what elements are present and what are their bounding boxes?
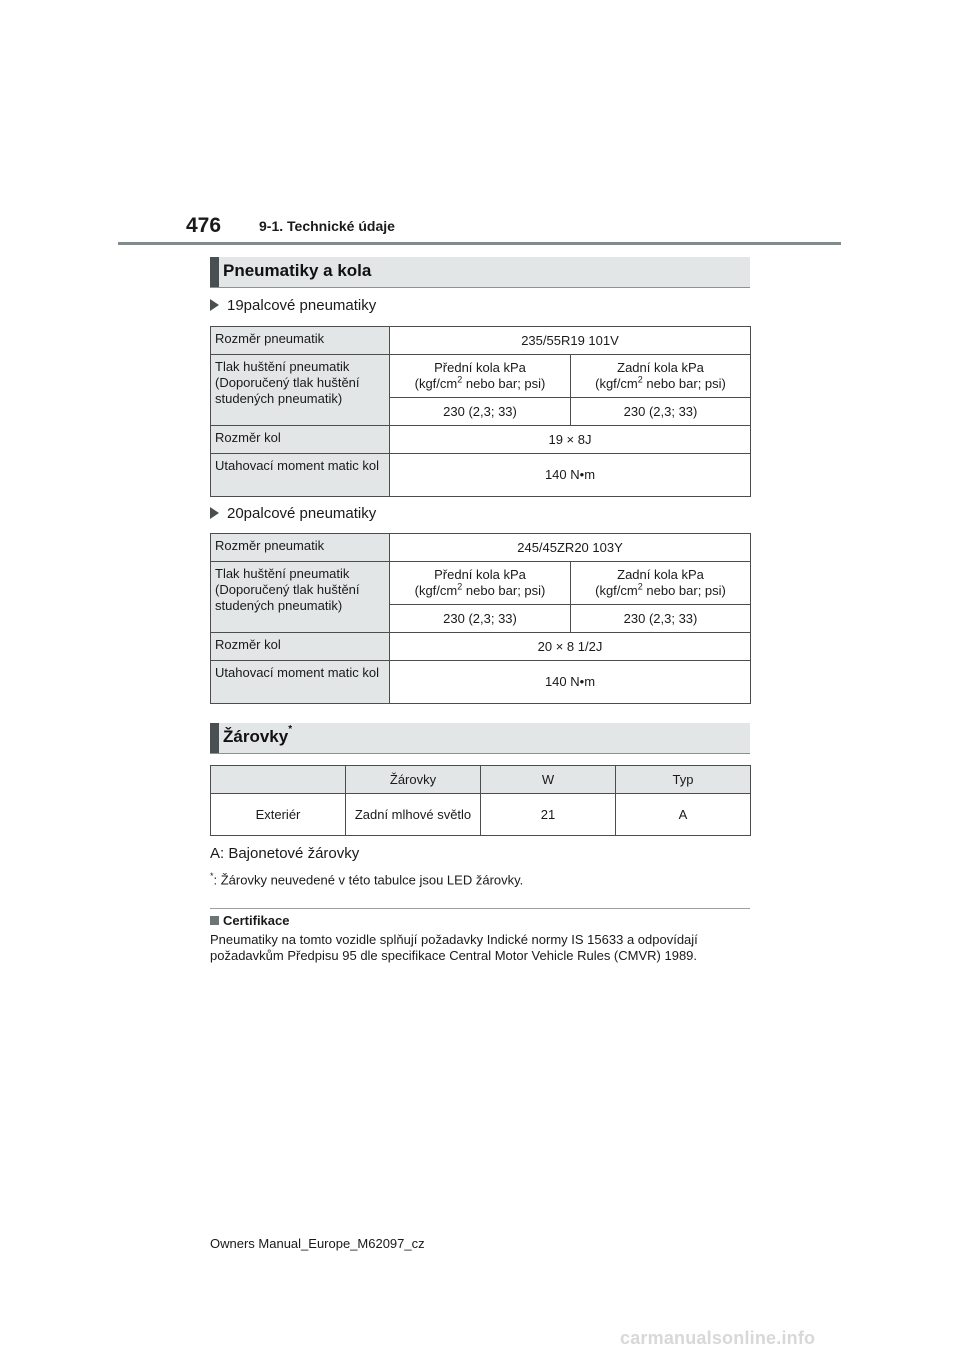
- square-bullet-icon: [210, 916, 219, 925]
- pressure-label: Tlak huštění pneumatik (Doporučený tlak huštění studených pneumatik): [211, 562, 390, 633]
- table-row: [211, 534, 751, 562]
- pressure-label: Tlak huštění pneumatik (Doporučený tlak huštění studených pneumatik): [211, 355, 390, 426]
- table-header-row: [211, 766, 751, 794]
- torque-label: Utahovací moment matic kol: [211, 661, 390, 704]
- table-row: [211, 454, 751, 497]
- front-pressure-value: 230 (2,3; 33): [390, 398, 571, 426]
- table-row: [211, 794, 751, 836]
- section-heading-tires: [210, 257, 750, 288]
- chapter-title: 9-1. Technické údaje: [259, 218, 395, 234]
- section-heading-marker: [210, 257, 219, 287]
- header-divider: [118, 242, 841, 245]
- wheel-size-label: Rozměr kol: [211, 426, 390, 454]
- wheel-size-value: 19 × 8J: [390, 426, 751, 454]
- table-row: [211, 327, 751, 355]
- column-header: [211, 766, 346, 794]
- bulb-area: Exteriér: [211, 794, 346, 836]
- rear-pressure-header: Zadní kola kPa ($kgf/cm^2$ nebo bar; psi): [571, 355, 751, 398]
- wheel-size-label: Rozměr kol: [211, 633, 390, 661]
- certification-text: Pneumatiky na tomto vozidle splňují požadavky Indické normy IS 15633 a odpovídají požadavkům Předpisu 95 dle specifikace Central Motor Vehicle Rules (CMVR) 1989.: [210, 932, 698, 963]
- bulb-type-note: A: Bajonetové žárovky: [210, 845, 360, 862]
- page-number: 476: [186, 214, 222, 237]
- front-pressure-header: Přední kola kPa ($kgf/cm^2$ nebo bar; psi): [390, 562, 571, 605]
- rear-pressure-value: 230 (2,3; 33): [571, 605, 751, 633]
- section-heading-label: Žárovky*: [223, 724, 293, 746]
- rear-pressure-header: Zadní kola kPa ($kgf/cm^2$ nebo bar; psi): [571, 562, 751, 605]
- manual-id: Owners Manual_Europe_M62097_cz: [210, 1236, 425, 1251]
- spec-table-19-inch: [210, 326, 751, 497]
- section-heading-label: Pneumatiky a kola: [223, 261, 372, 280]
- torque-label: Utahovací moment matic kol: [211, 454, 390, 497]
- tire-size-label: Rozměr pneumatik: [211, 534, 390, 562]
- table-row: [211, 633, 751, 661]
- rear-pressure-value: 230 (2,3; 33): [571, 398, 751, 426]
- footnote: *: Žárovky neuvedené v této tabulce jsou LED žárovky.: [210, 871, 524, 888]
- subheading-19-inch: 19palcové pneumatiky: [210, 297, 376, 314]
- certification-heading: Certifikace: [210, 913, 289, 928]
- watermark: carmanualsonline.info: [620, 1328, 816, 1348]
- tire-size-value: 235/55R19 101V: [390, 327, 751, 355]
- wheel-size-value: 20 × 8 1/2J: [390, 633, 751, 661]
- triangle-bullet-icon: [210, 507, 219, 519]
- certification-divider: [210, 908, 750, 909]
- bulb-type: A: [616, 794, 751, 836]
- table-row: [211, 426, 751, 454]
- front-pressure-header: Přední kola kPa ($kgf/cm^2$ nebo bar; psi): [390, 355, 571, 398]
- column-header: W: [481, 766, 616, 794]
- spec-table-20-inch: [210, 533, 751, 704]
- section-heading-marker: [210, 723, 219, 753]
- bulb-watts: 21: [481, 794, 616, 836]
- table-row: [211, 661, 751, 704]
- triangle-bullet-icon: [210, 299, 219, 311]
- torque-value: 140 N•m: [390, 661, 751, 704]
- section-heading-bulbs: [210, 723, 750, 754]
- bulbs-table: [210, 765, 751, 836]
- torque-value: 140 N•m: [390, 454, 751, 497]
- table-row: [211, 355, 751, 398]
- subheading-20-inch: 20palcové pneumatiky: [210, 505, 376, 522]
- bulb-name: Zadní mlhové světlo: [346, 794, 481, 836]
- column-header: Typ: [616, 766, 751, 794]
- tire-size-value: 245/45ZR20 103Y: [390, 534, 751, 562]
- tire-size-label: Rozměr pneumatik: [211, 327, 390, 355]
- table-row: [211, 562, 751, 605]
- column-header: Žárovky: [346, 766, 481, 794]
- front-pressure-value: 230 (2,3; 33): [390, 605, 571, 633]
